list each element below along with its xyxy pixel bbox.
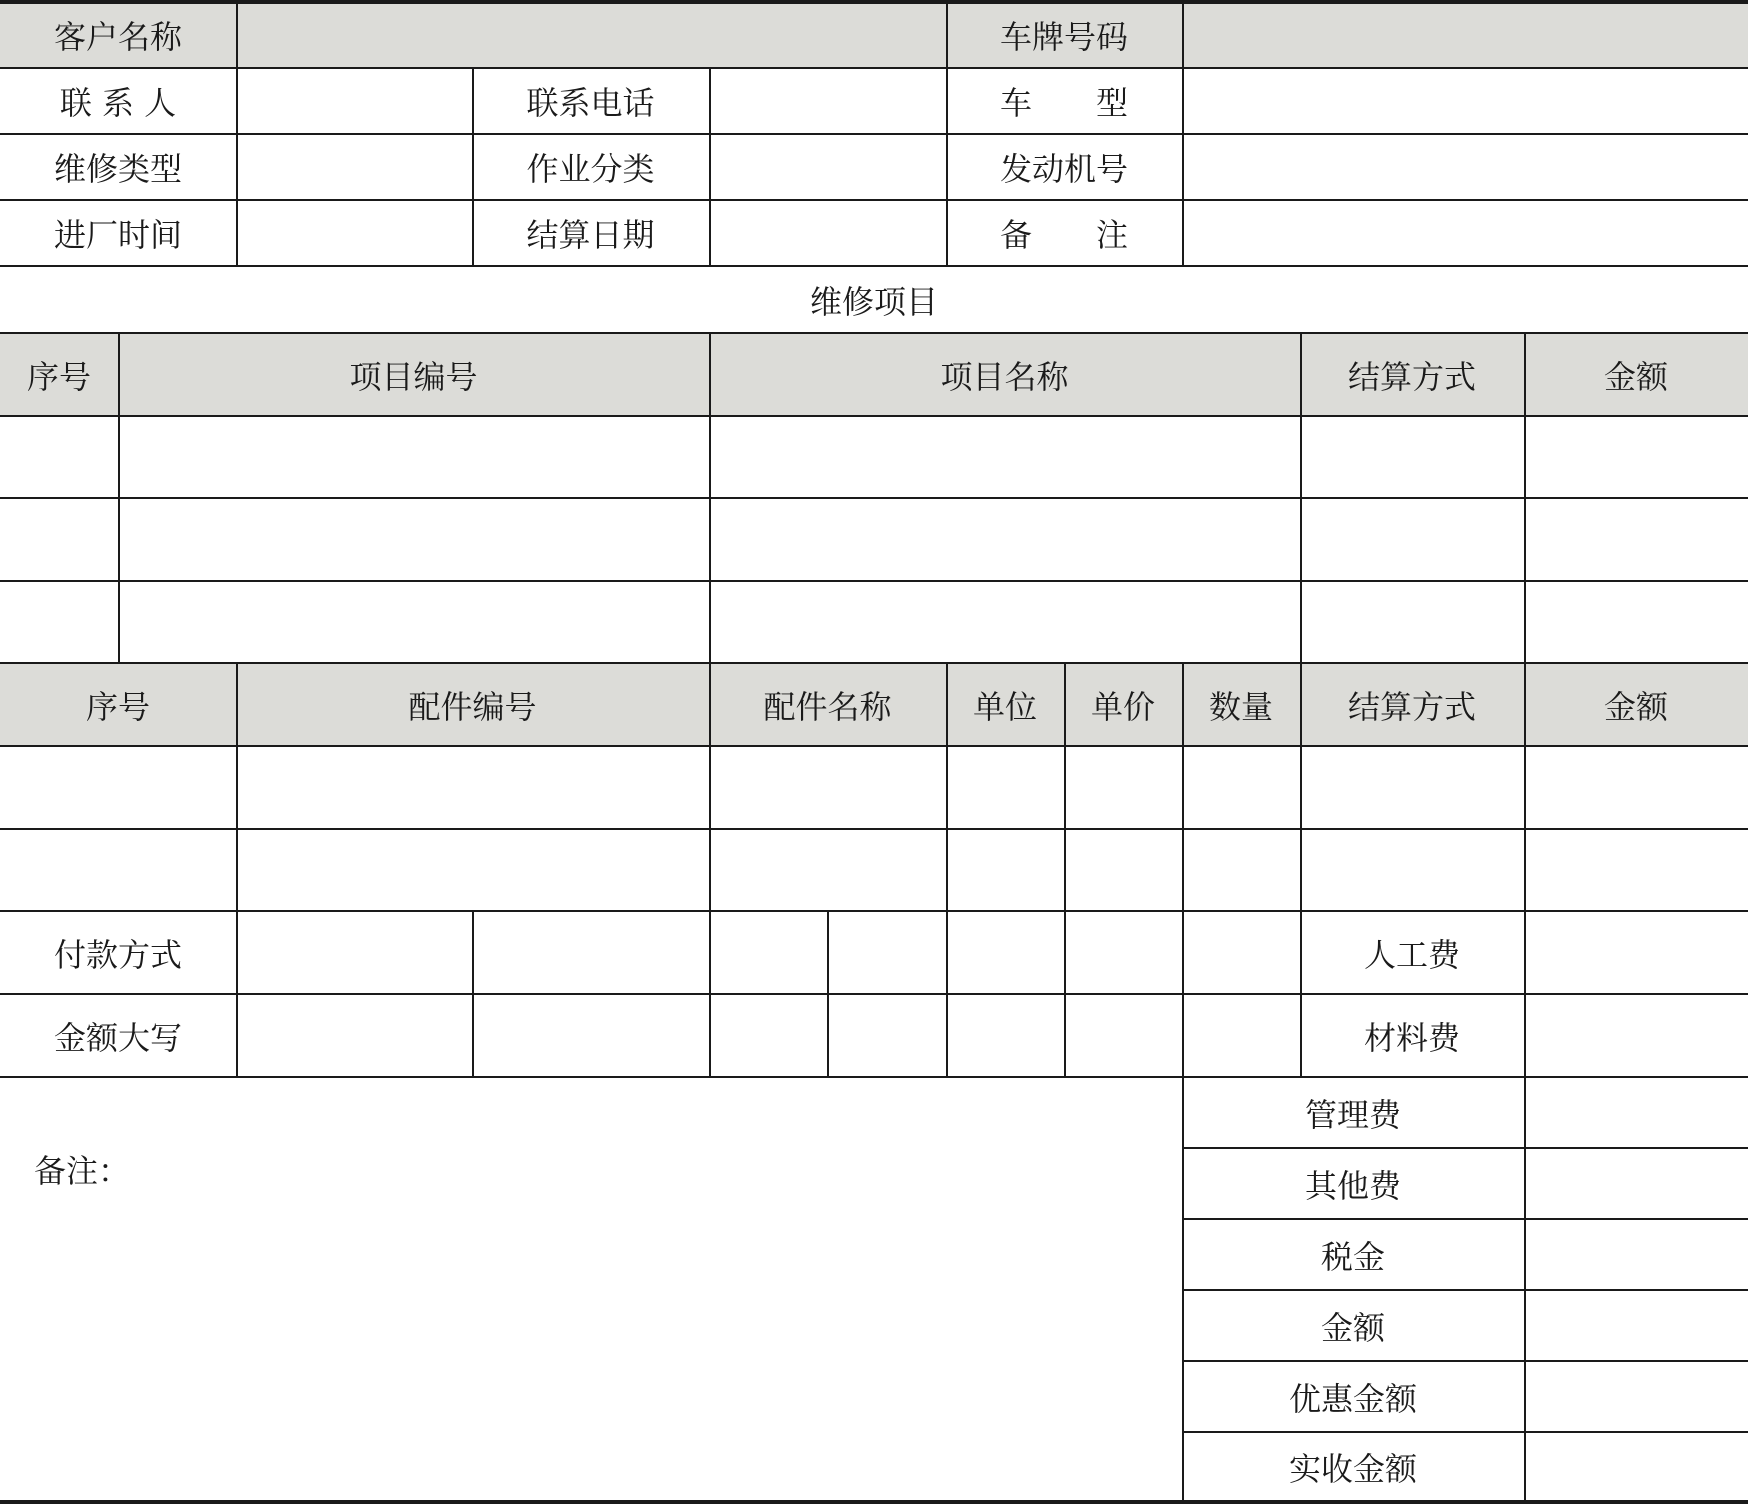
plate-number-field[interactable] <box>1182 2 1748 68</box>
tax-value[interactable] <box>1524 1219 1748 1290</box>
parts-header-unit: 单位 <box>972 687 1037 726</box>
rule <box>827 911 829 1077</box>
rule <box>0 133 1748 135</box>
amount-in-words-label: 金额大写 <box>53 1018 182 1057</box>
other-fee-value[interactable] <box>1524 1148 1748 1219</box>
plate-number-label: 车牌号码 <box>999 18 1128 56</box>
parts-header-seq: 序号 <box>85 687 150 726</box>
settle-date-label: 结算日期 <box>526 216 655 254</box>
rule <box>0 828 1748 830</box>
engine-number-label: 发动机号 <box>999 150 1128 188</box>
repair-type-label: 维修类型 <box>53 150 182 188</box>
items-header-seq: 序号 <box>26 357 91 396</box>
parts-header-price: 单价 <box>1090 687 1155 726</box>
rule <box>0 745 1748 747</box>
table-row[interactable] <box>0 829 1748 911</box>
parts-header-code: 配件编号 <box>408 687 537 726</box>
rule <box>1064 663 1066 1077</box>
entry-time-field[interactable] <box>236 200 472 266</box>
rule <box>472 68 474 266</box>
rule <box>946 2 948 266</box>
other-fee-label: 其他费 <box>1304 1166 1401 1205</box>
settle-date-field[interactable] <box>709 200 946 266</box>
management-fee-label: 管理费 <box>1304 1095 1401 1134</box>
rule <box>1182 1431 1748 1433</box>
rule <box>1524 333 1526 663</box>
parts-header-amount: 金额 <box>1603 687 1668 726</box>
work-class-field[interactable] <box>709 134 946 200</box>
customer-name-label: 客户名称 <box>53 18 182 56</box>
labor-fee-label: 人工费 <box>1363 935 1460 974</box>
total-amount-value[interactable] <box>1524 1290 1748 1361</box>
management-fee-value[interactable] <box>1524 1077 1748 1148</box>
rule <box>709 333 711 663</box>
rule <box>1300 663 1302 1077</box>
notes-label: 备注： <box>34 1152 131 1190</box>
vehicle-model-field[interactable] <box>1182 68 1748 134</box>
bottom-border <box>0 1500 1748 1504</box>
items-header-code: 项目编号 <box>349 357 478 396</box>
engine-number-field[interactable] <box>1182 134 1748 200</box>
table-row[interactable] <box>0 498 1748 581</box>
vehicle-model-label: 车 型 <box>999 84 1128 122</box>
contact-person-label: 联 系 人 <box>59 84 177 122</box>
section-title: 维修项目 <box>809 282 938 321</box>
rule <box>0 910 1748 912</box>
table-row[interactable] <box>0 746 1748 829</box>
remark-label: 备 注 <box>999 216 1128 254</box>
labor-fee-value[interactable] <box>1524 911 1748 994</box>
payment-method-label: 付款方式 <box>53 935 182 974</box>
parts-header-qty: 数量 <box>1208 687 1273 726</box>
rule <box>1524 663 1526 1502</box>
rule <box>236 2 238 266</box>
work-class-label: 作业分类 <box>526 150 655 188</box>
rule <box>236 663 238 1077</box>
material-fee-value[interactable] <box>1524 994 1748 1077</box>
remark-field[interactable] <box>1182 200 1748 266</box>
tax-label: 税金 <box>1320 1237 1385 1276</box>
table-row[interactable] <box>0 581 1748 663</box>
rule <box>946 663 948 1077</box>
received-amount-value[interactable] <box>1524 1432 1748 1502</box>
rule <box>0 67 1748 69</box>
rule <box>1182 1360 1748 1362</box>
parts-header-settle: 结算方式 <box>1347 687 1476 726</box>
rule <box>472 911 474 1077</box>
rule <box>0 199 1748 201</box>
rule <box>0 415 1748 417</box>
contact-person-field[interactable] <box>236 68 472 134</box>
customer-name-field[interactable] <box>236 2 946 68</box>
top-border <box>0 0 1748 4</box>
rule <box>0 662 1748 664</box>
rule <box>1182 663 1184 1502</box>
table-row[interactable] <box>0 416 1748 498</box>
contact-phone-label: 联系电话 <box>526 84 655 122</box>
discount-amount-label: 优惠金额 <box>1288 1379 1417 1418</box>
repair-type-field[interactable] <box>236 134 472 200</box>
parts-header-name: 配件名称 <box>763 687 892 726</box>
rule <box>118 333 120 663</box>
entry-time-label: 进厂时间 <box>53 216 182 254</box>
rule <box>0 332 1748 334</box>
items-header-name: 项目名称 <box>940 357 1069 396</box>
rule <box>1182 1218 1748 1220</box>
rule <box>1182 1147 1748 1149</box>
rule <box>709 663 711 1077</box>
rule <box>1300 333 1302 663</box>
rule <box>0 580 1748 582</box>
discount-amount-value[interactable] <box>1524 1361 1748 1432</box>
contact-phone-field[interactable] <box>709 68 946 134</box>
received-amount-label: 实收金额 <box>1288 1450 1417 1488</box>
rule <box>1182 1289 1748 1291</box>
rule <box>0 497 1748 499</box>
rule <box>709 68 711 266</box>
material-fee-label: 材料费 <box>1363 1018 1460 1057</box>
items-header-amount: 金额 <box>1603 357 1668 396</box>
notes-area[interactable] <box>0 1190 1180 1490</box>
rule <box>0 1076 1748 1078</box>
rule <box>0 993 1748 995</box>
total-amount-label: 金额 <box>1320 1308 1385 1347</box>
items-header-settle: 结算方式 <box>1347 357 1476 396</box>
rule <box>1182 2 1184 266</box>
rule <box>0 265 1748 267</box>
